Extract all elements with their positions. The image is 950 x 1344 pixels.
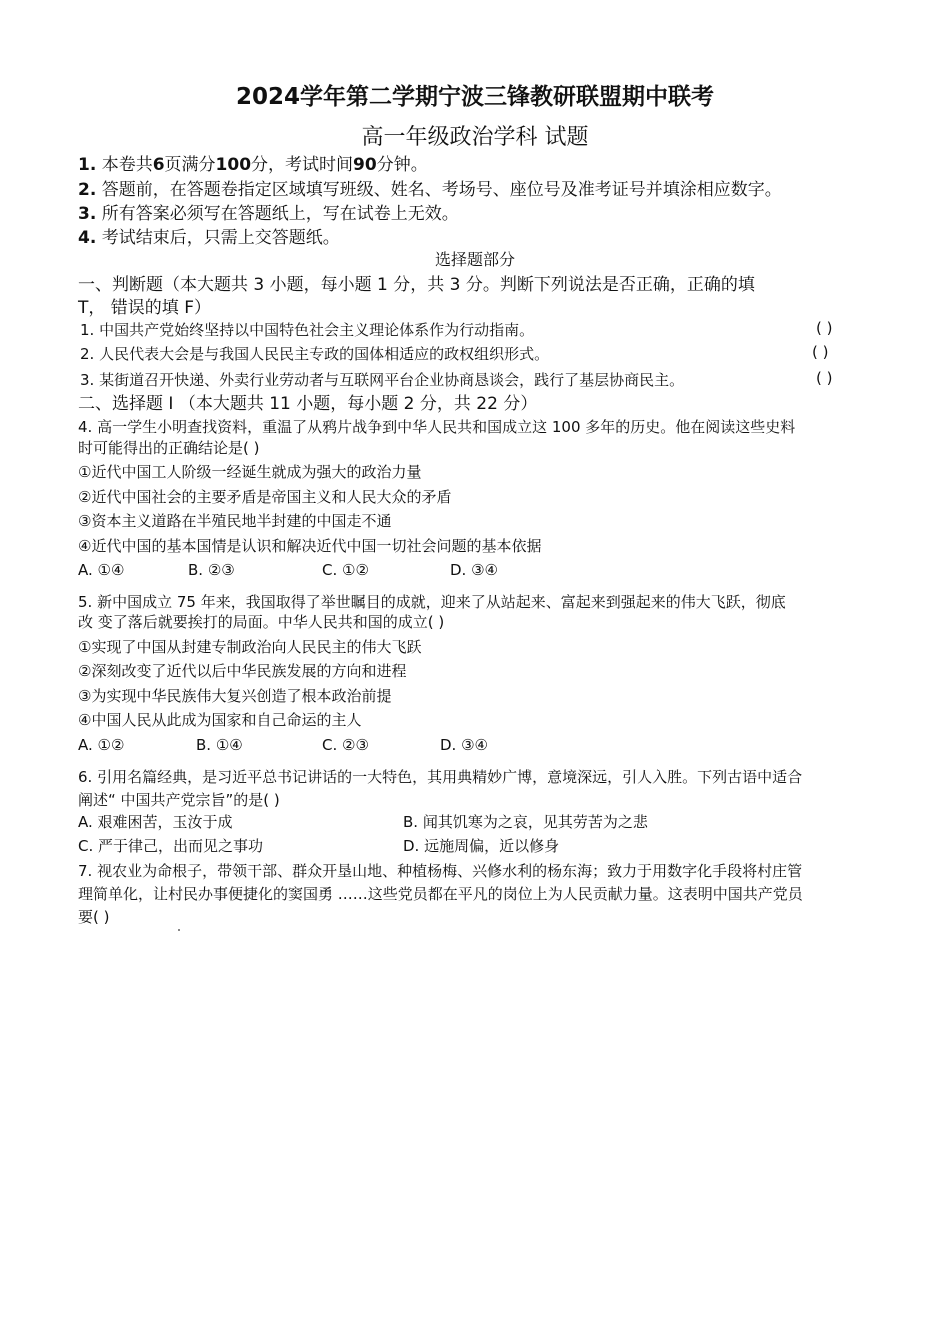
note-text: 答题前，在答题卷指定区域填写班级、姓名、考场号、座位号及准考证号并填涂相应数字。: [101, 180, 782, 200]
q4-option-c: C. ①②: [322, 561, 369, 579]
q4-stem-line1: 4. 高一学生小明查找资料，重温了从鸦片战争到中华人民共和国成立这 100 多年的历史。他在阅读这些史料: [78, 418, 796, 436]
q5-stem-line2: 改 变了落后就要挨打的局面。中华人民共和国的成立( ): [78, 613, 445, 631]
note-2: [78, 175, 782, 200]
judge-item-3: 3. 某街道召开快递、外卖行业劳动者与互联网平台企业协商恳谈会，践行了基层协商民主。: [80, 371, 685, 389]
q5-option-d: D. ③④: [440, 736, 488, 754]
q5-statement-4: ④中国人民从此成为国家和自己命运的主人: [78, 711, 362, 729]
q5-statement-3: ③为实现中华民族伟大复兴创造了根本政治前提: [78, 687, 392, 705]
q4-option-d: D. ③④: [450, 561, 498, 579]
part1-heading-line1: 一、判断题（本大题共 3 小题，每小题 1 分，共 3 分。判断下列说法是否正确，正确的填: [78, 275, 755, 295]
judge-item-1: 1. 中国共产党始终坚持以中国特色社会主义理论体系作为行动指南。: [80, 321, 535, 339]
note-4: [78, 223, 340, 248]
q5-option-b: B. ①④: [196, 736, 243, 754]
q6-option-c: C. 严于律己，出而见之事功: [78, 837, 264, 855]
q4-statement-4: ④近代中国的基本国情是认识和解决近代中国一切社会问题的基本依据: [78, 537, 542, 555]
note-1: [78, 150, 428, 175]
judge-item-2: 2. 人民代表大会是与我国人民民主专政的国体相适应的政权组织形式。: [80, 345, 550, 363]
answer-paren: ( ): [816, 369, 833, 387]
note-text: 分钟。: [376, 155, 428, 175]
q6-option-b: B. 闻其饥寒为之哀，见其劳苦为之悲: [403, 813, 648, 831]
answer-paren: ( ): [816, 319, 833, 337]
stray-mark: [178, 929, 180, 931]
q4-stem-line2: 时可能得出的正确结论是( ): [78, 439, 260, 457]
note-3: [78, 199, 459, 224]
exam-title: 2024学年第二学期宁波三锋教研联盟期中联考: [235, 84, 714, 110]
q5-option-c: C. ②③: [322, 736, 369, 754]
q5-statement-1: ①实现了中国从封建专制政治向人民民主的伟大飞跃: [78, 638, 422, 656]
exam-subtitle: 高一年级政治学科 试题: [361, 125, 589, 150]
note-number: 2.: [78, 180, 97, 200]
note-value: 100: [215, 155, 252, 175]
q7-stem-line2: 理简单化，让村民办事便捷化的窦国勇 ……这些党员都在平凡的岗位上为人民贡献力量。这表明中国共产党员: [78, 885, 803, 903]
section-label: 选择题部分: [434, 250, 515, 269]
q6-option-d: D. 远施周偏，近以修身: [403, 837, 560, 855]
q5-stem-line1: 5. 新中国成立 75 年来，我国取得了举世瞩目的成就，迎来了从站起来、富起来到强起来的伟大飞跃，彻底: [78, 593, 786, 611]
q5-statement-2: ②深刻改变了近代以后中华民族发展的方向和进程: [78, 662, 407, 680]
q4-option-b: B. ②③: [188, 561, 235, 579]
note-text: 所有答案必须写在答题纸上，写在试卷上无效。: [101, 204, 459, 224]
q4-statement-1: ①近代中国工人阶级一经诞生就成为强大的政治力量: [78, 463, 422, 481]
part1-heading-line2: T， 错误的填 F）: [78, 298, 211, 318]
q6-option-a: A. 艰难困苦，玉汝于成: [78, 813, 233, 831]
note-number: 3.: [78, 204, 97, 224]
note-value: 90: [353, 155, 377, 175]
q4-statement-3: ③资本主义道路在半殖民地半封建的中国走不通: [78, 512, 392, 530]
note-number: 1.: [78, 155, 97, 175]
note-text: 本卷共: [101, 155, 153, 175]
q4-option-a: A. ①④: [78, 561, 125, 579]
note-text: 分，考试时间: [251, 155, 354, 175]
note-text: 页满分: [164, 155, 216, 175]
q7-stem-line3: 要( ): [78, 908, 110, 926]
note-text: 考试结束后，只需上交答题纸。: [101, 228, 340, 248]
q6-stem-line2: 阐述“ 中国共产党宗旨”的是( ): [78, 791, 280, 809]
q6-stem-line1: 6. 引用名篇经典，是习近平总书记讲话的一大特色，其用典精妙广博，意境深远，引人入胜。下列古语中适合: [78, 768, 803, 786]
part2-heading: 二、选择题 I （本大题共 11 小题，每小题 2 分，共 22 分）: [78, 394, 538, 414]
q4-statement-2: ②近代中国社会的主要矛盾是帝国主义和人民大众的矛盾: [78, 488, 452, 506]
answer-paren: ( ): [812, 343, 829, 361]
q5-option-a: A. ①②: [78, 736, 125, 754]
note-number: 4.: [78, 228, 97, 248]
note-value: 6: [152, 155, 165, 175]
q7-stem-line1: 7. 视农业为命根子，带领干部、群众开垦山地、种植杨梅、兴修水利的杨东海；致力于用数字化手段将村庄管: [78, 862, 803, 880]
